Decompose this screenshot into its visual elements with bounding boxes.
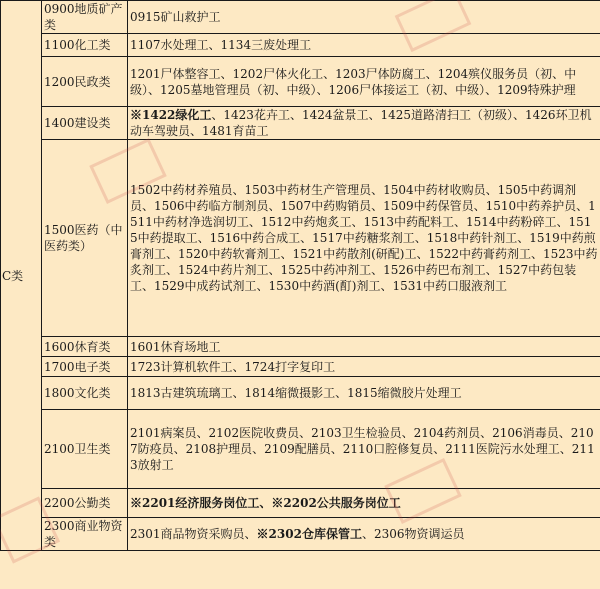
table-row xyxy=(1,410,600,489)
category-cell: 2200公勤类 xyxy=(42,489,128,518)
items-cell xyxy=(128,34,600,57)
table-row xyxy=(1,107,600,140)
table-row xyxy=(1,377,600,410)
category-cell: 1500医药（中医药类） xyxy=(42,140,128,337)
category-cell: 1400建设类 xyxy=(42,107,128,140)
table-row xyxy=(1,57,600,107)
table-row xyxy=(1,140,600,337)
items-cell xyxy=(128,337,600,357)
table-row xyxy=(1,34,600,57)
table-row xyxy=(1,518,600,551)
category-cell: 1200民政类 xyxy=(42,57,128,107)
item-text: 1201尸体整容工、1202尸体火化工、1203尸体防腐工、1204殡仪服务员（初、中级）、1205墓地管理员（初、中级）、1206尸体接运工（初、中级）、1209特殊护理 xyxy=(130,66,577,97)
item-text: 0915矿山救护工 xyxy=(130,10,221,24)
category-cell: 2300商业物资类 xyxy=(42,518,128,551)
item-text: 1723计算机软件工、1724打字复印工 xyxy=(130,359,336,374)
class-label: C类 xyxy=(1,1,42,551)
items-cell xyxy=(128,140,600,337)
items-cell xyxy=(128,357,600,377)
item-text: 、2306物资调运员 xyxy=(361,527,465,541)
table-row xyxy=(1,1,600,34)
category-cell: 0900地质矿产类 xyxy=(42,1,128,34)
item-text: 1107水处理工、1134三废处理工 xyxy=(130,38,312,52)
category-cell: 1800文化类 xyxy=(42,377,128,410)
category-cell: 1700电子类 xyxy=(42,357,128,377)
category-cell: 1600休育类 xyxy=(42,337,128,357)
table-row xyxy=(1,489,600,518)
items-cell xyxy=(128,489,600,518)
item-text-highlight: ※2302仓库保管工 xyxy=(256,527,362,541)
item-text: 2301商品物资采购员、 xyxy=(130,527,257,541)
items-cell xyxy=(128,410,600,489)
items-cell xyxy=(128,57,600,107)
item-text: 1813古建筑琉璃工、1814缩微摄影工、1815缩微胶片处理工 xyxy=(130,386,462,400)
category-cell: 2100卫生类 xyxy=(42,410,128,489)
category-cell: 1100化工类 xyxy=(42,34,128,57)
items-cell xyxy=(128,1,600,34)
item-text: 、1423花卉工、1424盆景工、1425道路清扫工（初级）、1426环卫机动车驾驶员、1481育苗工 xyxy=(130,108,592,138)
item-text: 1502中药材养殖员、1503中药材生产管理员、1504中药材收购员、1505中药调剂员、1506中药临方制剂员、1507中药购销员、1509中药保管员、1510中药养护员、1511中药材净选润切工、1512中药炮炙工、1513中药配料工、1514中药粉碎工、1515中药提取工、1516中药合成工、1517中药糖浆剂工、1518中药针剂工、1519中药煎膏剂工、1520中药软膏剂工、1521中药散剂(研配)工、1522中药膏药剂工、1523中药炙剂工、1524中药片剂工、1525中药冲剂工、1526中药巴布剂工、1527中药包装工、1529中成药试剂工、1530中药酒(酊)剂工、1531中药口服液剂工 xyxy=(130,183,598,293)
item-text-highlight: ※1422绿化工 xyxy=(130,108,212,122)
item-text-highlight: ※2201经济服务岗位工、※2202公共服务岗位工 xyxy=(130,496,401,510)
items-cell xyxy=(128,107,600,140)
table-row xyxy=(1,337,600,357)
item-text: 1601休育场地工 xyxy=(130,339,221,354)
table-row xyxy=(1,357,600,377)
items-cell xyxy=(128,518,600,551)
item-text: 2101病案员、2102医院收费员、2103卫生检验员、2104药剂员、2106消毒员、2107防疫员、2108护理员、2109配膳员、2110口腔修复员、2111医院污水处理工、2113放射工 xyxy=(130,426,595,472)
items-cell xyxy=(128,377,600,410)
